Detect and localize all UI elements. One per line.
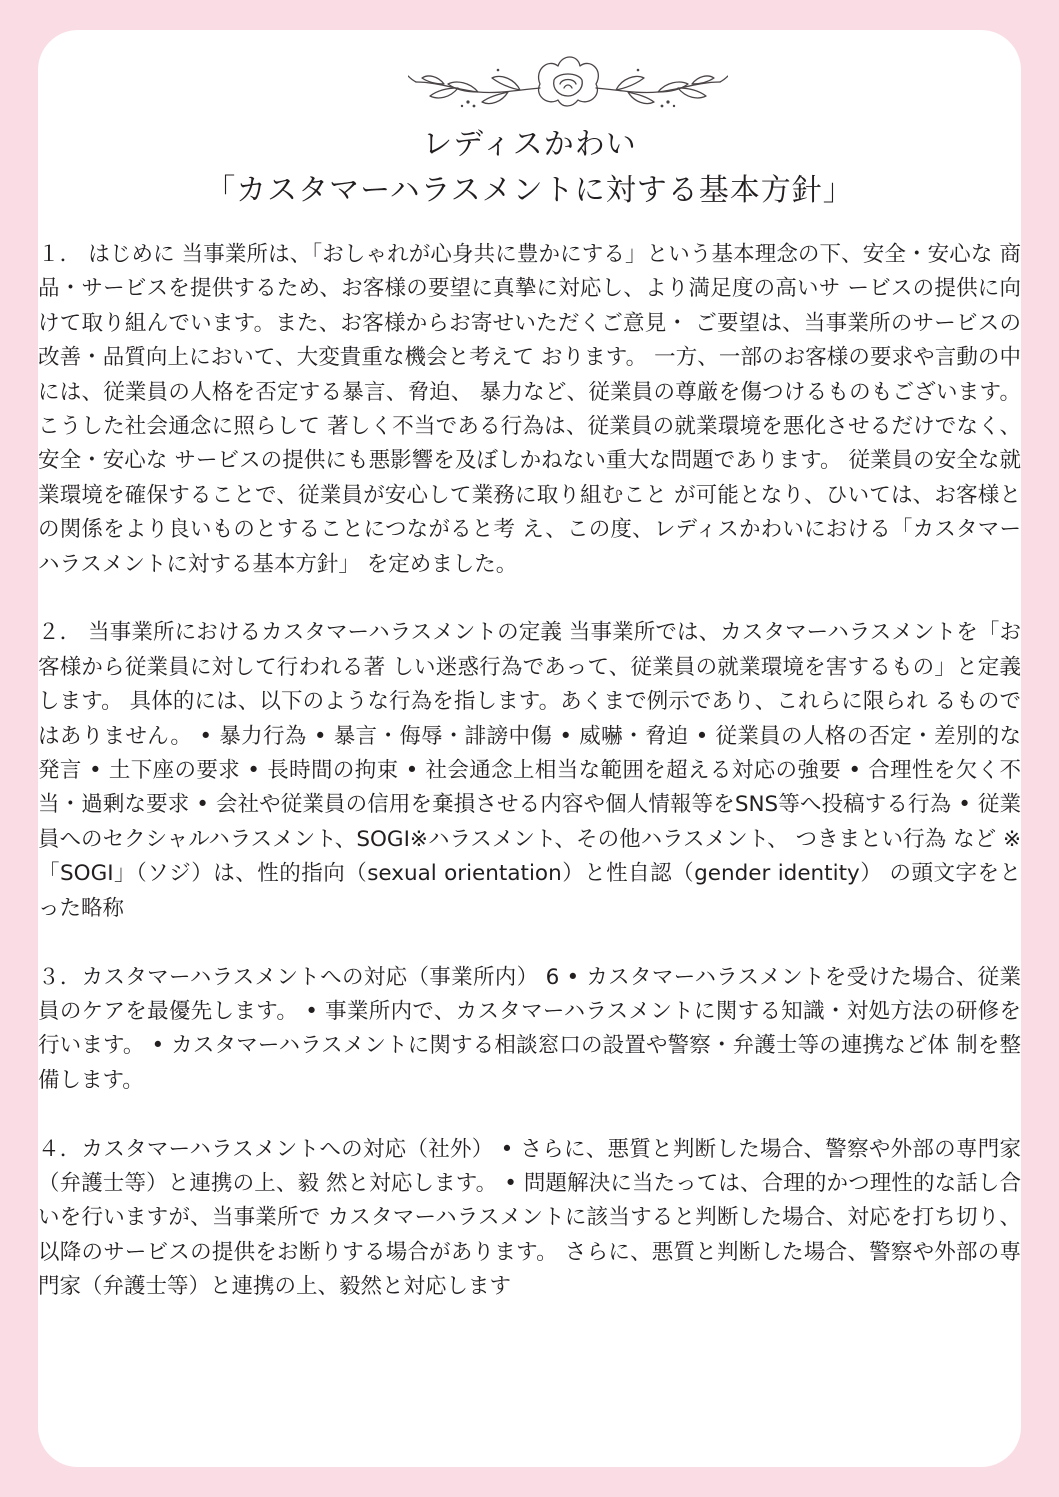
title-policy: 「カスタマーハラスメントに対する基本方針」 — [205, 173, 854, 208]
section-external-response — [38, 1133, 1021, 1305]
document-title — [38, 122, 1021, 214]
section-text: ４．カスタマーハラスメントへの対応（社外） • さらに、悪質と判断した場合、警察や外部の専門家（弁護士等）と連携の上、毅 然と対応します。 • 問題解決に当たっては、合理的かつ理性的な話し合いを行いますが、当事業所で カスタマーハラスメントに該当すると判断した場合、対応を打ち切り、以降のサービスの提供をお断りする場合があります。 さらに、悪質と判断した場合、警察や外部の専門家（弁護士等）と連携の上、毅然と対応します — [38, 1136, 1021, 1300]
floral-divider-icon — [408, 42, 728, 118]
title-company: レディスかわい — [422, 127, 637, 162]
section-text: １． はじめに 当事業所は、「おしゃれが心身共に豊かにする」という基本理念の下、安全・安心な 商品・サービスを提供するため、お客様の要望に真摯に対応し、より満足度の高いサ ービスの提供に向けて取り組んでいます。また、お客様からお寄せいただくご意見・ ご要望は、当事業所のサービスの改善・品質向上において、大変貴重な機会と考えて おります。 一方、一部のお客様の要求や言動の中には、従業員の人格を否定する暴言、脅迫、 暴力など、従業員の尊厳を傷つけるものもございます。こうした社会通念に照らして 著しく不当である行為は、従業員の就業環境を悪化させるだけでなく、安全・安心な サービスの提供にも悪影響を及ぼしかねない重大な問題であります。 従業員の安全な就業環境を確保することで、従業員が安心して業務に取り組むこと が可能となり、ひいては、お客様との関係をより良いものとすることにつながると考 え、この度、レディスかわいにおける「カスタマーハラスメントに対する基本方針」 を定めました。 — [38, 242, 1021, 577]
section-definition — [38, 616, 1021, 926]
document-body — [38, 238, 1021, 1339]
section-internal-response — [38, 961, 1021, 1099]
document-page — [38, 30, 1021, 1467]
section-text: ２． 当事業所におけるカスタマーハラスメントの定義 当事業所では、カスタマーハラスメントを「お客様から従業員に対して行われる著 しい迷惑行為であって、従業員の就業環境を害するもの」と定義します。 具体的には、以下のような行為を指します。あくまで例示であり、これらに限られ るものではありません。 • 暴力行為 • 暴言・侮辱・誹謗中傷 • 威嚇・脅迫 • 従業員の人格の否定・差別的な発言 • 土下座の要求 • 長時間の拘束 • 社会通念上相当な範囲を超える対応の強要 • 合理性を欠く不当・過剰な要求 • 会社や従業員の信用を棄損させる内容や個人情報等をSNS等へ投稿する行為 • 従業員へのセクシャルハラスメント、SOGI※ハラスメント、その他ハラスメント、 つきまとい行為 など ※「SOGI」（ソジ）は、性的指向（sexual orientation）と性自認（gender identity） の頭文字をとった略称 — [38, 620, 1021, 921]
section-text: ３．カスタマーハラスメントへの対応（事業所内） 6 • カスタマーハラスメントを受けた場合、従業員のケアを最優先します。 • 事業所内で、カスタマーハラスメントに関する知識・対処方法の研修を行います。 • カスタマーハラスメントに関する相談窓口の設置や警察・弁護士等の連携など体 制を整備します。 — [38, 964, 1021, 1093]
section-introduction — [38, 238, 1021, 582]
